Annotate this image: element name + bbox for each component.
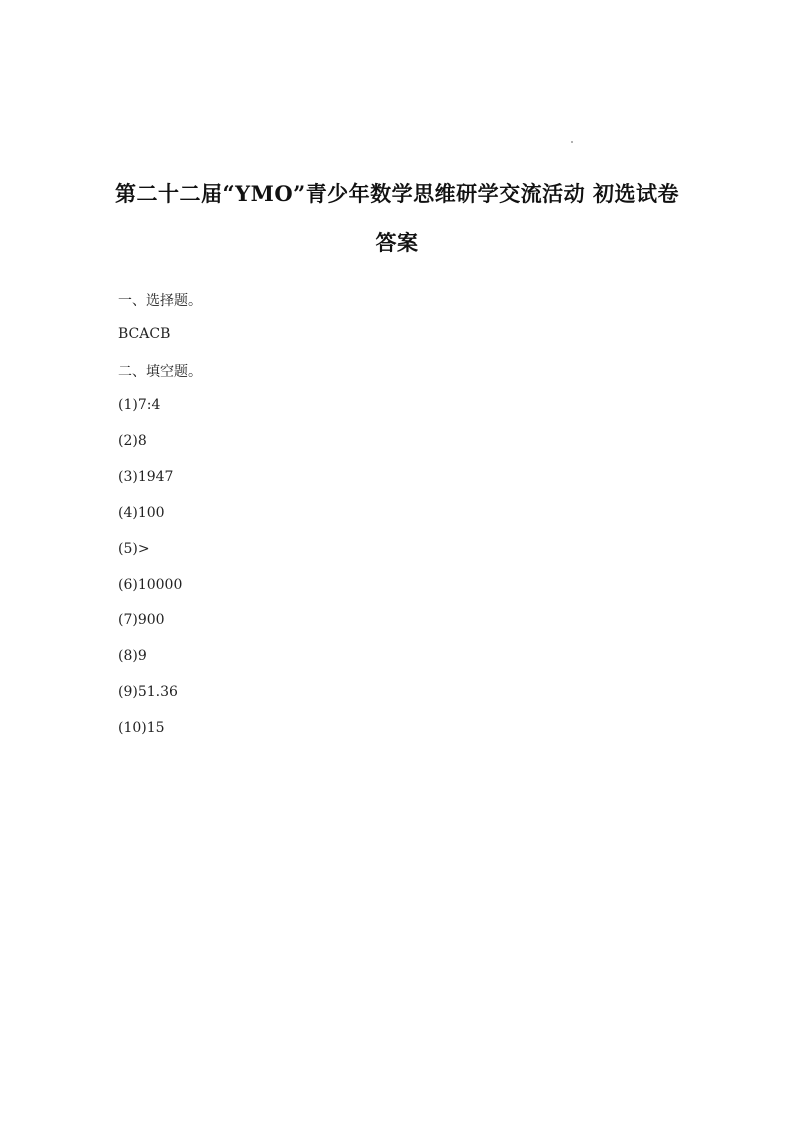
section-choice-heading: 一、选择题。 — [118, 293, 202, 309]
fill-answer-1: (1)7:4 — [118, 397, 161, 413]
page-subtitle: 答案 — [375, 230, 419, 255]
fill-answer-5: (5)> — [118, 541, 150, 557]
section-fill-heading: 二、填空题。 — [118, 364, 202, 380]
page-title: 第二十二届“YMO”青少年数学思维研学交流活动 初选试卷 — [115, 181, 679, 206]
fill-answer-7: (7)900 — [118, 612, 165, 628]
fill-answer-9: (9)51.36 — [118, 684, 178, 700]
scan-speck — [571, 141, 573, 143]
fill-answer-3: (3)1947 — [118, 469, 174, 485]
fill-answer-2: (2)8 — [118, 433, 147, 449]
fill-answer-4: (4)100 — [118, 505, 165, 521]
choice-answers: BCACB — [118, 326, 171, 342]
fill-answer-8: (8)9 — [118, 648, 147, 664]
fill-answer-6: (6)10000 — [118, 577, 183, 593]
fill-answer-10: (10)15 — [118, 720, 165, 736]
